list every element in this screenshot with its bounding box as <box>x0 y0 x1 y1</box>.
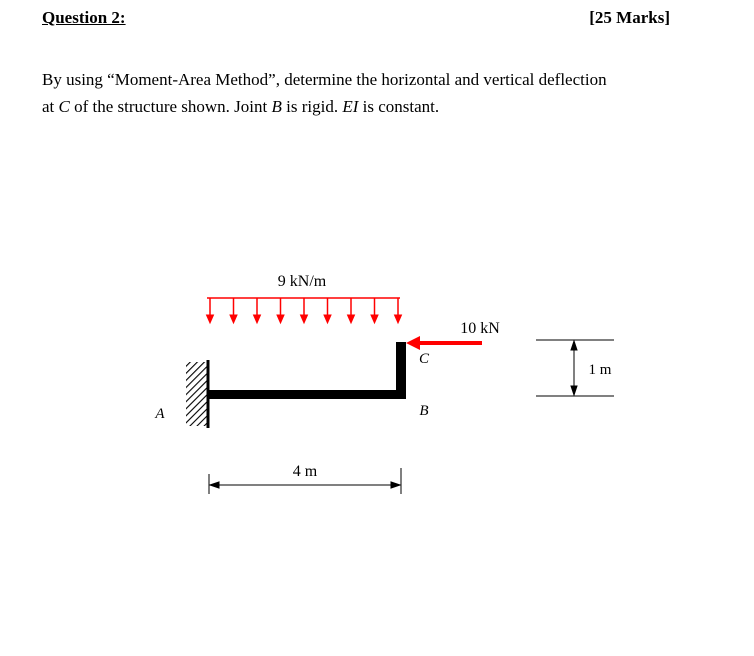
udl-arrow-head <box>395 315 402 323</box>
span-arrow-right <box>391 482 400 488</box>
joint-b-ref: B <box>271 97 282 116</box>
text-segment: is rigid. <box>281 97 343 116</box>
udl-arrow-head <box>277 315 284 323</box>
ei-ref: EI <box>342 97 359 116</box>
udl-arrow-head <box>301 315 308 323</box>
point-load-arrow <box>406 336 482 350</box>
udl-arrow-head <box>348 315 355 323</box>
question-marks: [25 Marks] <box>589 8 670 27</box>
udl-arrow-head <box>230 315 237 323</box>
point-c-ref: C <box>58 97 70 116</box>
point-load-label: 10 kN <box>460 320 500 337</box>
text-segment: of the structure shown. Joint <box>69 97 272 116</box>
udl-arrow-head <box>371 315 378 323</box>
point-load-head <box>406 336 420 350</box>
problem-line-1: By using “Moment-Area Method”, determine the horizontal and vertical deflection <box>42 70 607 89</box>
height-arrow-top <box>571 341 577 350</box>
span-label: 4 m <box>292 463 318 480</box>
support-hatch <box>186 362 208 426</box>
span-arrow-left <box>210 482 219 488</box>
text-segment: at <box>42 97 59 116</box>
label-a: A <box>155 406 165 422</box>
height-arrow-bottom <box>571 386 577 395</box>
height-label: 1 m <box>588 362 612 378</box>
udl-arrow-head <box>324 315 331 323</box>
label-c: C <box>418 351 430 367</box>
column-bc <box>396 342 406 399</box>
udl-arrow-head <box>254 315 261 323</box>
question-title: Question 2: <box>42 8 126 27</box>
beam-ab <box>208 390 406 399</box>
udl-arrow-head <box>207 315 214 323</box>
udl-arrows <box>207 298 402 323</box>
fixed-support-a <box>186 360 208 428</box>
text-segment: is constant. <box>358 97 440 116</box>
udl-label: 9 kN/m <box>277 273 327 290</box>
label-b: B <box>419 403 429 419</box>
